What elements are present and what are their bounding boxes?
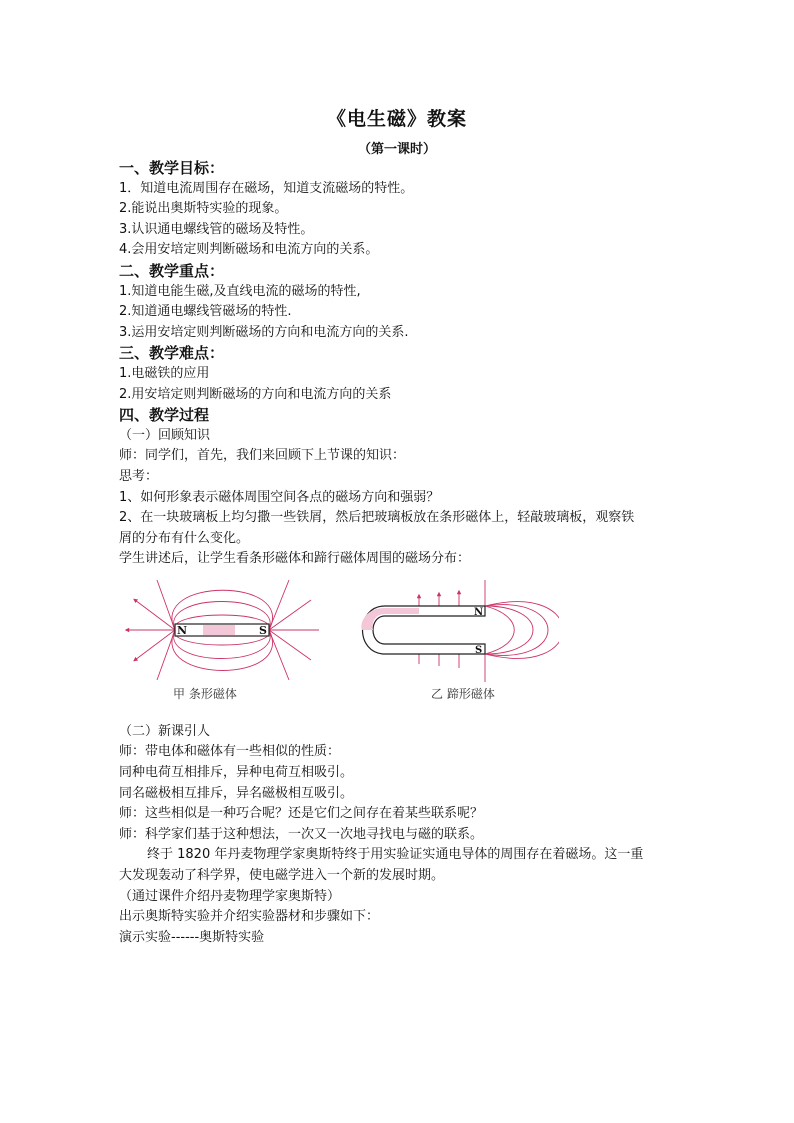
text-line: 2、在一块玻璃板上均匀撒一些铁屑，然后把玻璃板放在条形磁体上，轻敲玻璃板，观察铁: [119, 510, 635, 526]
text-line: 同名磁极相互排斥，异名磁极相互吸引。: [119, 785, 354, 801]
section-heading: 四、教学过程: [119, 406, 210, 425]
text-line: 2.知道通电螺线管磁场的特性.: [119, 304, 292, 320]
document-body: [119, 158, 679, 948]
text-block-objectives: [119, 158, 679, 570]
section-heading: 三、教学难点：: [119, 344, 225, 363]
horseshoe-field-lines: [419, 580, 559, 682]
text-line: 2.能说出奥斯特实验的现象。: [119, 201, 288, 217]
text-line: 师：同学们，首先，我们来回顾下上节课的知识：: [119, 448, 406, 464]
text-line: 屑的分布有什么变化。: [119, 530, 250, 546]
text-line: 4.会用安培定则判断磁场和电流方向的关系。: [119, 242, 379, 258]
text-line: 演示实验------奥斯特实验: [119, 929, 265, 945]
text-line: 3.认识通电螺线管的磁场及特性。: [119, 221, 314, 237]
bar-magnet-south-label: S: [259, 623, 267, 637]
text-line: （二）新课引人: [119, 723, 211, 739]
document-title: 《电生磁》教案: [326, 108, 467, 130]
text-line: 同种电荷互相排斥，异种电荷互相吸引。: [119, 765, 354, 781]
text-line: 大发现轰动了科学界，使电磁学进入一个新的发展时期。: [119, 868, 445, 884]
text-line: 1、如何形象表示磁体周围空间各点的磁场方向和强弱？: [119, 489, 440, 505]
text-line: 学生讲述后，让学生看条形磁体和蹄行磁体周围的磁场分布：: [119, 551, 471, 567]
text-line: 思考：: [119, 468, 159, 484]
section-heading: 二、教学重点：: [119, 261, 225, 280]
magnetic-field-illustration: [119, 572, 559, 722]
bar-magnet-north-label: N: [177, 623, 188, 637]
bar-magnet-caption: 甲 条形磁体: [173, 686, 237, 701]
text-line: 出示奥斯特实验并介绍实验器材和步骤如下：: [119, 909, 380, 925]
text-line: 终于 1820 年丹麦物理学家奥斯特终于用实验证实通电导体的周围存在着磁场。这一重: [147, 847, 644, 863]
document-subtitle: （第一课时）: [357, 142, 436, 157]
text-block-new-lesson: [119, 722, 679, 949]
horseshoe-south-label: S: [475, 644, 483, 656]
section-heading: 一、教学目标：: [119, 159, 225, 177]
horseshoe-caption: 乙 蹄形磁体: [431, 686, 495, 701]
text-line: 1．知道电流周围存在磁场，知道支流磁场的特性。: [119, 180, 414, 196]
magnet-figure: [119, 572, 679, 722]
text-line: 师：科学家们基于这种想法，一次又一次地寻找电与磁的联系。: [119, 826, 484, 842]
text-line: 1.知道电能生磁,及直线电流的磁场的特性,: [119, 283, 361, 299]
text-line: 3.运用安培定则判断磁场的方向和电流方向的关系.: [119, 324, 409, 340]
text-line: 2.用安培定则判断磁场的方向和电流方向的关系: [119, 386, 392, 402]
text-line: （通过课件介绍丹麦物理学家奥斯特）: [119, 888, 341, 904]
text-line: （一）回顾知识: [119, 427, 211, 443]
text-line: 师：带电体和磁体有一些相似的性质：: [119, 744, 341, 760]
text-line: 1.电磁铁的应用: [119, 365, 210, 381]
horseshoe-north-label: N: [474, 606, 484, 618]
text-line: 师：这些相似是一种巧合呢？还是它们之间存在着某些联系呢？: [119, 806, 484, 822]
